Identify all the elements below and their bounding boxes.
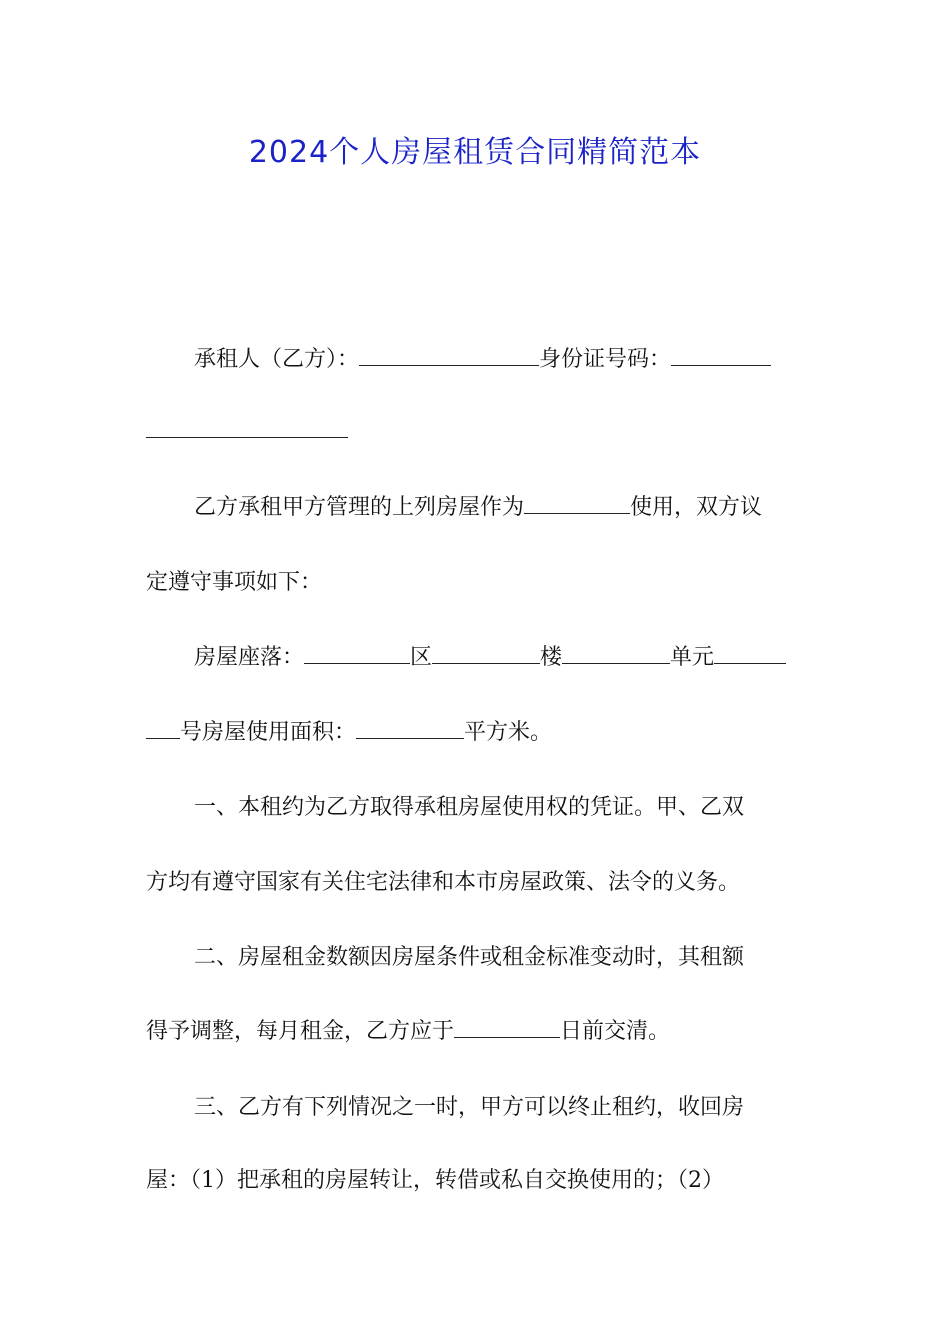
id-number-blank-continued bbox=[146, 413, 348, 438]
tenant-label: 承租人（乙方）： bbox=[194, 347, 360, 372]
area-blank bbox=[356, 714, 464, 739]
clause-3-text-2: 屋：（1）把承租的房屋转让，转借或私自交换使用的；（2） bbox=[146, 1168, 724, 1193]
area-line bbox=[146, 713, 806, 753]
tenant-name-blank bbox=[359, 341, 539, 366]
district-blank bbox=[304, 639, 410, 664]
room-number-blank bbox=[714, 639, 786, 664]
area-label: 号房屋使用面积： bbox=[180, 720, 357, 745]
clause-1-line-1 bbox=[194, 788, 806, 828]
usage-text-2: 使用，双方议 bbox=[630, 495, 763, 520]
unit-label: 单元 bbox=[670, 645, 715, 670]
usage-line bbox=[194, 488, 806, 528]
clause-2-line-1 bbox=[194, 938, 806, 978]
clause-3-line-1 bbox=[194, 1088, 806, 1128]
clause-2-text-2: 得予调整，每月租金，乙方应于 bbox=[146, 1019, 455, 1044]
id-number-continuation bbox=[146, 412, 806, 452]
location-line bbox=[194, 638, 806, 678]
usage-line-2 bbox=[146, 563, 806, 603]
area-unit: 平方米。 bbox=[464, 720, 553, 745]
usage-blank bbox=[524, 489, 630, 514]
unit-blank bbox=[562, 639, 670, 664]
clause-2-text-3: 日前交清。 bbox=[560, 1019, 671, 1044]
tenant-line bbox=[194, 340, 806, 380]
building-label: 楼 bbox=[540, 645, 563, 670]
location-label: 房屋座落： bbox=[194, 645, 305, 670]
usage-text-3: 定遵守事项如下： bbox=[146, 570, 323, 595]
clause-1-text-1: 一、本租约为乙方取得承租房屋使用权的凭证。甲、乙双 bbox=[194, 795, 745, 820]
room-number-blank-continued bbox=[146, 714, 180, 739]
usage-text: 乙方承租甲方管理的上列房屋作为 bbox=[194, 495, 525, 520]
clause-2-line-2 bbox=[146, 1012, 806, 1052]
clause-3-line-2 bbox=[146, 1161, 806, 1201]
district-label: 区 bbox=[410, 645, 433, 670]
document-title: 2024个人房屋租赁合同精简范本 bbox=[248, 135, 702, 170]
clause-2-text-1: 二、房屋租金数额因房屋条件或租金标准变动时，其租额 bbox=[194, 945, 745, 970]
clause-3-text-1: 三、乙方有下列情况之一时，甲方可以终止租约，收回房 bbox=[194, 1095, 745, 1120]
building-blank bbox=[432, 639, 540, 664]
clause-1-line-2 bbox=[146, 863, 806, 903]
rent-due-day-blank bbox=[454, 1013, 560, 1038]
id-number-blank bbox=[671, 341, 771, 366]
id-number-label: 身份证号码： bbox=[539, 347, 672, 372]
clause-1-text-2: 方均有遵守国家有关住宅法律和本市房屋政策、法令的义务。 bbox=[146, 870, 741, 895]
